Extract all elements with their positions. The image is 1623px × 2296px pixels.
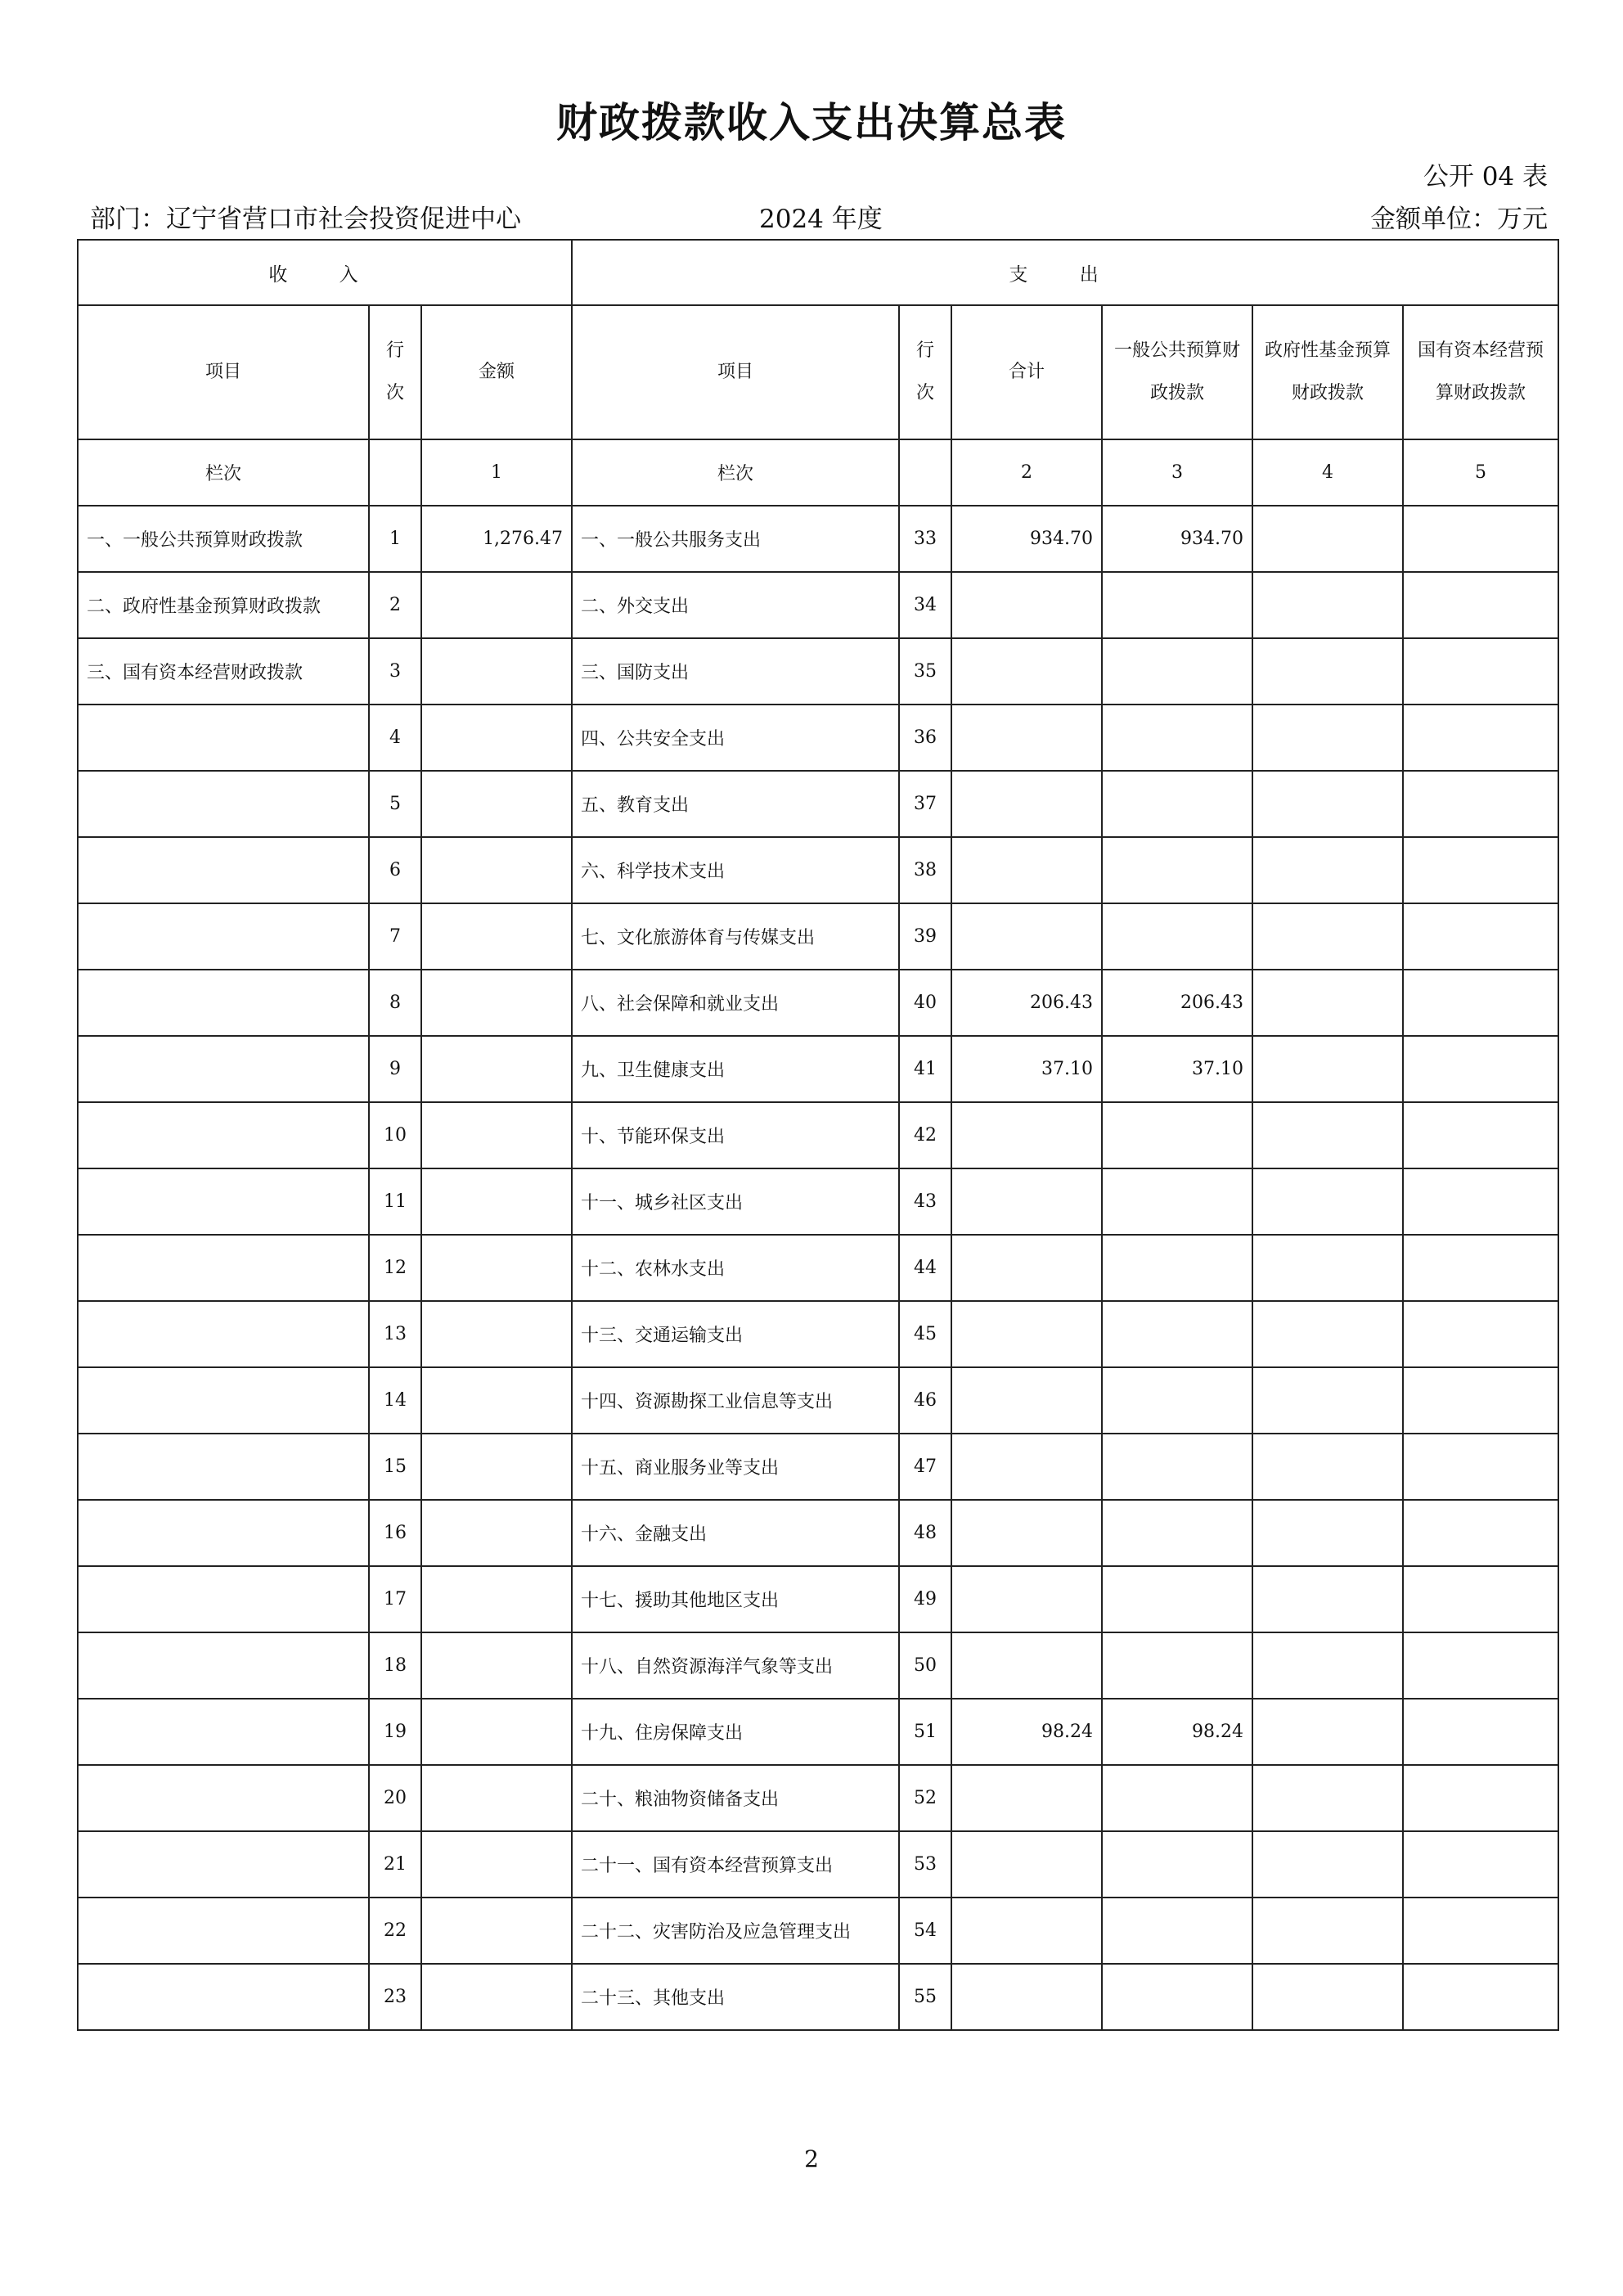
- general-budget-cell: [1102, 1964, 1252, 2030]
- income-row-cell: 11: [369, 1168, 421, 1235]
- income-row-cell: 21: [369, 1831, 421, 1898]
- expense-row-cell: 40: [899, 970, 951, 1036]
- col-total: 合计: [951, 305, 1102, 439]
- general-budget-cell: [1102, 1168, 1252, 1235]
- general-budget-cell: [1102, 1434, 1252, 1500]
- income-item-cell: [78, 1765, 369, 1831]
- general-budget-cell: [1102, 903, 1252, 970]
- total-cell: [951, 638, 1102, 705]
- expense-row-cell: 34: [899, 572, 951, 638]
- expense-item-cell: 十八、自然资源海洋气象等支出: [572, 1632, 899, 1699]
- income-amount-cell: [421, 572, 572, 638]
- col-general-budget: 一般公共预算财政拨款: [1102, 305, 1252, 439]
- income-amount-cell: [421, 1036, 572, 1102]
- general-budget-cell: [1102, 1367, 1252, 1434]
- table-row: [78, 506, 1558, 572]
- income-amount-cell: [421, 1964, 572, 2030]
- total-cell: 37.10: [951, 1036, 1102, 1102]
- table-row: [78, 1632, 1558, 1699]
- income-item-cell: 一、一般公共预算财政拨款: [78, 506, 369, 572]
- income-row-cell: 2: [369, 572, 421, 638]
- general-budget-cell: [1102, 837, 1252, 903]
- income-item-cell: [78, 1898, 369, 1964]
- table-row: [78, 903, 1558, 970]
- table-row: [78, 638, 1558, 705]
- income-amount-cell: [421, 771, 572, 837]
- total-cell: [951, 1367, 1102, 1434]
- income-amount-cell: [421, 1500, 572, 1566]
- state-capital-cell: [1403, 1036, 1558, 1102]
- total-cell: [951, 771, 1102, 837]
- table-row: [78, 1235, 1558, 1301]
- state-capital-cell: [1403, 1301, 1558, 1367]
- expense-item-cell: 十七、援助其他地区支出: [572, 1566, 899, 1632]
- income-item-cell: [78, 1102, 369, 1168]
- income-item-cell: [78, 1964, 369, 2030]
- general-budget-cell: [1102, 771, 1252, 837]
- state-capital-cell: [1403, 837, 1558, 903]
- state-capital-cell: [1403, 506, 1558, 572]
- gov-fund-cell: [1252, 1566, 1403, 1632]
- fiscal-year: 2024 年度: [759, 205, 883, 234]
- expense-item-cell: 七、文化旅游体育与传媒支出: [572, 903, 899, 970]
- total-cell: [951, 1235, 1102, 1301]
- income-row-cell: 3: [369, 638, 421, 705]
- state-capital-cell: [1403, 1964, 1558, 2030]
- table-row: [78, 1168, 1558, 1235]
- total-cell: [951, 1765, 1102, 1831]
- income-amount-cell: [421, 970, 572, 1036]
- state-capital-cell: [1403, 1434, 1558, 1500]
- expense-row-cell: 38: [899, 837, 951, 903]
- expense-row-cell: 35: [899, 638, 951, 705]
- total-cell: [951, 1632, 1102, 1699]
- general-budget-cell: [1102, 1301, 1252, 1367]
- income-row-cell: 13: [369, 1301, 421, 1367]
- table-row: [78, 1434, 1558, 1500]
- col-income-amount: 金额: [421, 305, 572, 439]
- table-row: [78, 1566, 1558, 1632]
- income-item-cell: [78, 1036, 369, 1102]
- gov-fund-cell: [1252, 1367, 1403, 1434]
- total-cell: [951, 1898, 1102, 1964]
- total-cell: [951, 837, 1102, 903]
- income-row-cell: 9: [369, 1036, 421, 1102]
- general-budget-cell: [1102, 638, 1252, 705]
- income-item-cell: [78, 903, 369, 970]
- income-row-cell: 17: [369, 1566, 421, 1632]
- income-item-cell: 三、国有资本经营财政拨款: [78, 638, 369, 705]
- state-capital-cell: [1403, 1235, 1558, 1301]
- total-cell: [951, 705, 1102, 771]
- income-amount-cell: [421, 1898, 572, 1964]
- income-row-cell: 15: [369, 1434, 421, 1500]
- general-budget-cell: [1102, 1898, 1252, 1964]
- income-item-cell: [78, 1566, 369, 1632]
- total-cell: [951, 1168, 1102, 1235]
- income-amount-cell: [421, 903, 572, 970]
- income-amount-cell: [421, 1168, 572, 1235]
- table-row: [78, 970, 1558, 1036]
- table-row: [78, 837, 1558, 903]
- income-amount-cell: [421, 1367, 572, 1434]
- total-cell: [951, 572, 1102, 638]
- expense-row-cell: 33: [899, 506, 951, 572]
- table-row: [78, 771, 1558, 837]
- expense-row-cell: 37: [899, 771, 951, 837]
- expense-row-cell: 36: [899, 705, 951, 771]
- expense-row-cell: 39: [899, 903, 951, 970]
- expense-item-cell: 十一、城乡社区支出: [572, 1168, 899, 1235]
- gov-fund-cell: [1252, 1168, 1403, 1235]
- page-title: 财政拨款收入支出决算总表: [556, 98, 1067, 146]
- income-row-cell: 23: [369, 1964, 421, 2030]
- income-row-cell: 12: [369, 1235, 421, 1301]
- expense-item-cell: 二十、粮油物资储备支出: [572, 1765, 899, 1831]
- income-item-cell: [78, 1831, 369, 1898]
- col-expense-item: 项目: [572, 305, 899, 439]
- income-item-cell: [78, 837, 369, 903]
- state-capital-cell: [1403, 1367, 1558, 1434]
- expense-item-cell: 十二、农林水支出: [572, 1235, 899, 1301]
- income-row-cell: 1: [369, 506, 421, 572]
- expense-row-cell: 49: [899, 1566, 951, 1632]
- gov-fund-cell: [1252, 1102, 1403, 1168]
- state-capital-cell: [1403, 903, 1558, 970]
- general-budget-cell: 98.24: [1102, 1699, 1252, 1765]
- state-capital-cell: [1403, 705, 1558, 771]
- income-item-cell: [78, 1168, 369, 1235]
- expense-row-cell: 47: [899, 1434, 951, 1500]
- page-number: 2: [804, 2145, 819, 2172]
- income-row-cell: 18: [369, 1632, 421, 1699]
- total-cell: [951, 1566, 1102, 1632]
- table-row: [78, 1831, 1558, 1898]
- income-amount-cell: [421, 1699, 572, 1765]
- column-index-row: [78, 439, 1558, 506]
- gov-fund-cell: [1252, 572, 1403, 638]
- expense-item-cell: 二十二、灾害防治及应急管理支出: [572, 1898, 899, 1964]
- total-cell: [951, 1102, 1102, 1168]
- income-amount-cell: [421, 1301, 572, 1367]
- idx-expense-row: [899, 439, 951, 506]
- state-capital-cell: [1403, 1102, 1558, 1168]
- idx-income-row: [369, 439, 421, 506]
- expense-item-cell: 十、节能环保支出: [572, 1102, 899, 1168]
- general-budget-cell: [1102, 1765, 1252, 1831]
- income-amount-cell: [421, 1566, 572, 1632]
- income-item-cell: [78, 1301, 369, 1367]
- state-capital-cell: [1403, 1831, 1558, 1898]
- income-row-cell: 20: [369, 1765, 421, 1831]
- income-item-cell: 二、政府性基金预算财政拨款: [78, 572, 369, 638]
- expense-row-cell: 54: [899, 1898, 951, 1964]
- total-cell: [951, 1301, 1102, 1367]
- total-cell: 934.70: [951, 506, 1102, 572]
- gov-fund-cell: [1252, 1964, 1403, 2030]
- expense-row-cell: 50: [899, 1632, 951, 1699]
- general-budget-cell: [1102, 1566, 1252, 1632]
- expense-section-header: 支 出: [572, 240, 1558, 305]
- expense-item-cell: 五、教育支出: [572, 771, 899, 837]
- general-budget-cell: 206.43: [1102, 970, 1252, 1036]
- table-row: [78, 572, 1558, 638]
- expense-item-cell: 三、国防支出: [572, 638, 899, 705]
- expense-row-cell: 48: [899, 1500, 951, 1566]
- gov-fund-cell: [1252, 1500, 1403, 1566]
- general-budget-cell: 934.70: [1102, 506, 1252, 572]
- table-row: [78, 1102, 1558, 1168]
- general-budget-cell: [1102, 1500, 1252, 1566]
- table-row: [78, 1500, 1558, 1566]
- gov-fund-cell: [1252, 771, 1403, 837]
- expense-item-cell: 一、一般公共服务支出: [572, 506, 899, 572]
- col-income-row: 行次: [369, 305, 421, 439]
- expense-item-cell: 十三、交通运输支出: [572, 1301, 899, 1367]
- general-budget-cell: [1102, 1632, 1252, 1699]
- expense-row-cell: 51: [899, 1699, 951, 1765]
- expense-row-cell: 43: [899, 1168, 951, 1235]
- income-item-cell: [78, 705, 369, 771]
- gov-fund-cell: [1252, 1898, 1403, 1964]
- income-amount-cell: [421, 705, 572, 771]
- state-capital-cell: [1403, 970, 1558, 1036]
- income-row-cell: 7: [369, 903, 421, 970]
- income-amount-cell: [421, 1632, 572, 1699]
- expense-row-cell: 44: [899, 1235, 951, 1301]
- income-row-cell: 19: [369, 1699, 421, 1765]
- table-row: [78, 1301, 1558, 1367]
- gov-fund-cell: [1252, 1765, 1403, 1831]
- expense-item-cell: 六、科学技术支出: [572, 837, 899, 903]
- state-capital-cell: [1403, 1566, 1558, 1632]
- income-amount-cell: [421, 1831, 572, 1898]
- income-amount-cell: 1,276.47: [421, 506, 572, 572]
- table-row: [78, 1367, 1558, 1434]
- general-budget-cell: 37.10: [1102, 1036, 1252, 1102]
- col-gov-fund: 政府性基金预算财政拨款: [1252, 305, 1403, 439]
- gov-fund-cell: [1252, 1831, 1403, 1898]
- table-row: [78, 1699, 1558, 1765]
- income-item-cell: [78, 1632, 369, 1699]
- income-item-cell: [78, 771, 369, 837]
- income-amount-cell: [421, 638, 572, 705]
- table-row: [78, 1898, 1558, 1964]
- state-capital-cell: [1403, 638, 1558, 705]
- table-body: [78, 506, 1558, 2030]
- idx-gov-fund: 4: [1252, 439, 1403, 506]
- income-amount-cell: [421, 1434, 572, 1500]
- income-item-cell: [78, 1235, 369, 1301]
- gov-fund-cell: [1252, 903, 1403, 970]
- state-capital-cell: [1403, 1699, 1558, 1765]
- expense-item-cell: 十四、资源勘探工业信息等支出: [572, 1367, 899, 1434]
- total-cell: [951, 1500, 1102, 1566]
- gov-fund-cell: [1252, 1632, 1403, 1699]
- income-row-cell: 22: [369, 1898, 421, 1964]
- state-capital-cell: [1403, 1632, 1558, 1699]
- income-section-header: 收 入: [78, 240, 572, 305]
- expense-item-cell: 二十一、国有资本经营预算支出: [572, 1831, 899, 1898]
- idx-state-capital: 5: [1403, 439, 1558, 506]
- income-item-cell: [78, 1434, 369, 1500]
- column-header-row: [78, 305, 1558, 439]
- expense-item-cell: 四、公共安全支出: [572, 705, 899, 771]
- form-number: 公开 04 表: [1423, 162, 1548, 191]
- idx-income-amount: 1: [421, 439, 572, 506]
- expense-item-cell: 二十三、其他支出: [572, 1964, 899, 2030]
- expense-row-cell: 55: [899, 1964, 951, 2030]
- income-item-cell: [78, 1367, 369, 1434]
- state-capital-cell: [1403, 572, 1558, 638]
- gov-fund-cell: [1252, 1301, 1403, 1367]
- gov-fund-cell: [1252, 1699, 1403, 1765]
- general-budget-cell: [1102, 705, 1252, 771]
- gov-fund-cell: [1252, 1235, 1403, 1301]
- income-row-cell: 8: [369, 970, 421, 1036]
- expense-item-cell: 二、外交支出: [572, 572, 899, 638]
- table-row: [78, 705, 1558, 771]
- idx-income-item: 栏次: [78, 439, 369, 506]
- state-capital-cell: [1403, 1898, 1558, 1964]
- amount-unit: 金额单位：万元: [1370, 205, 1548, 234]
- general-budget-cell: [1102, 1235, 1252, 1301]
- gov-fund-cell: [1252, 837, 1403, 903]
- income-row-cell: 10: [369, 1102, 421, 1168]
- total-cell: 206.43: [951, 970, 1102, 1036]
- state-capital-cell: [1403, 1168, 1558, 1235]
- budget-summary-table: [77, 239, 1559, 2031]
- total-cell: 98.24: [951, 1699, 1102, 1765]
- general-budget-cell: [1102, 1831, 1252, 1898]
- col-expense-row: 行次: [899, 305, 951, 439]
- expense-row-cell: 42: [899, 1102, 951, 1168]
- expense-item-cell: 十九、住房保障支出: [572, 1699, 899, 1765]
- table-row: [78, 1964, 1558, 2030]
- total-cell: [951, 1434, 1102, 1500]
- expense-row-cell: 53: [899, 1831, 951, 1898]
- general-budget-cell: [1102, 572, 1252, 638]
- income-amount-cell: [421, 1235, 572, 1301]
- idx-total: 2: [951, 439, 1102, 506]
- expense-row-cell: 41: [899, 1036, 951, 1102]
- income-amount-cell: [421, 1102, 572, 1168]
- total-cell: [951, 1964, 1102, 2030]
- gov-fund-cell: [1252, 1036, 1403, 1102]
- expense-item-cell: 八、社会保障和就业支出: [572, 970, 899, 1036]
- gov-fund-cell: [1252, 638, 1403, 705]
- income-row-cell: 5: [369, 771, 421, 837]
- idx-general-budget: 3: [1102, 439, 1252, 506]
- state-capital-cell: [1403, 771, 1558, 837]
- table-row: [78, 1036, 1558, 1102]
- gov-fund-cell: [1252, 506, 1403, 572]
- col-income-item: 项目: [78, 305, 369, 439]
- income-item-cell: [78, 1699, 369, 1765]
- idx-expense-item: 栏次: [572, 439, 899, 506]
- income-row-cell: 6: [369, 837, 421, 903]
- total-cell: [951, 1831, 1102, 1898]
- expense-row-cell: 52: [899, 1765, 951, 1831]
- expense-item-cell: 九、卫生健康支出: [572, 1036, 899, 1102]
- income-amount-cell: [421, 1765, 572, 1831]
- department-label: 部门：辽宁省营口市社会投资促进中心: [90, 205, 521, 234]
- state-capital-cell: [1403, 1500, 1558, 1566]
- table-row: [78, 1765, 1558, 1831]
- income-amount-cell: [421, 837, 572, 903]
- total-cell: [951, 903, 1102, 970]
- expense-item-cell: 十六、金融支出: [572, 1500, 899, 1566]
- income-item-cell: [78, 970, 369, 1036]
- income-row-cell: 16: [369, 1500, 421, 1566]
- income-row-cell: 14: [369, 1367, 421, 1434]
- gov-fund-cell: [1252, 1434, 1403, 1500]
- gov-fund-cell: [1252, 705, 1403, 771]
- income-row-cell: 4: [369, 705, 421, 771]
- general-budget-cell: [1102, 1102, 1252, 1168]
- gov-fund-cell: [1252, 970, 1403, 1036]
- col-state-capital: 国有资本经营预算财政拨款: [1403, 305, 1558, 439]
- state-capital-cell: [1403, 1765, 1558, 1831]
- income-item-cell: [78, 1500, 369, 1566]
- expense-item-cell: 十五、商业服务业等支出: [572, 1434, 899, 1500]
- section-header-row: [78, 240, 1558, 305]
- expense-row-cell: 46: [899, 1367, 951, 1434]
- expense-row-cell: 45: [899, 1301, 951, 1367]
